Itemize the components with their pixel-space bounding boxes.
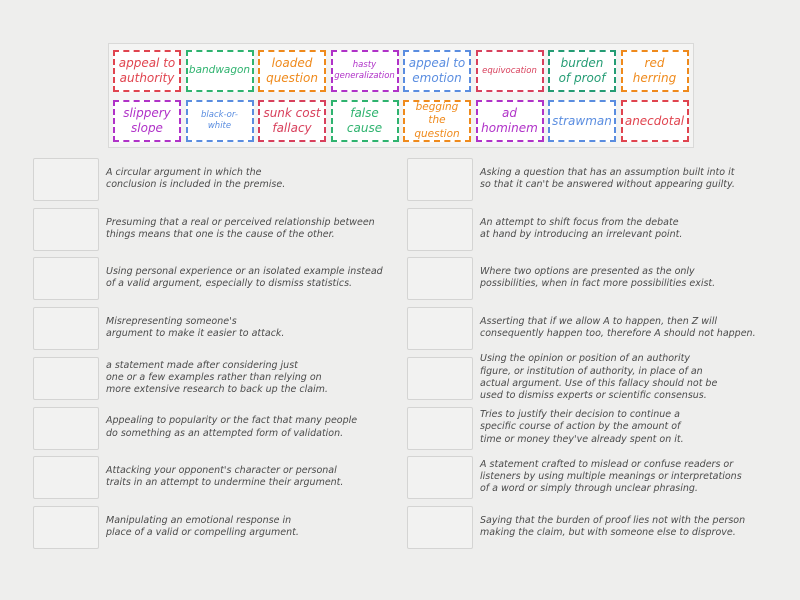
- drop-slot-left[interactable]: [33, 158, 99, 201]
- drop-slot-right[interactable]: [407, 208, 473, 251]
- answer-card[interactable]: [403, 50, 471, 92]
- definition-text: Saying that the burden of proof lies not with the person making the claim, but with someone else to disprove.: [480, 514, 746, 538]
- answer-card[interactable]: [258, 50, 326, 92]
- answer-card[interactable]: [476, 50, 544, 92]
- answer-card-label: loaded question: [266, 56, 318, 85]
- definition-text: Asserting that if we allow A to happen, then Z will consequently happen too, therefore A should not happen.: [480, 315, 756, 340]
- definition-text: Presuming that a real or perceived relationship between things means that one is the cause of the other.: [106, 216, 375, 240]
- answer-card-label: false cause: [346, 106, 383, 135]
- answer-card[interactable]: [621, 50, 689, 92]
- answer-card-label: begging the question: [414, 101, 460, 140]
- answer-card-label: burden of proof: [558, 56, 606, 85]
- drop-slot-left[interactable]: [33, 208, 99, 251]
- definition-text: Attacking your opponent's character or personal traits in an attempt to undermine their argument.: [106, 465, 344, 489]
- answer-card-label: hasty generalization: [334, 60, 395, 81]
- answer-card-label: red herring: [632, 56, 677, 85]
- definition-text: Using the opinion or position of an authority figure, or institution of authority, in place of an actual argument. Use of this fallacy should not be used to dismiss experts or scientific consensus.: [480, 353, 718, 401]
- drop-slot-left[interactable]: [33, 456, 99, 499]
- drop-slot-left[interactable]: [33, 257, 99, 300]
- answer-card-label: black-or-white: [201, 110, 238, 131]
- definition-text: An attempt to shift focus from the debate at hand by introducing an irrelevant point.: [480, 216, 683, 240]
- drop-slot-left[interactable]: [33, 407, 99, 450]
- drop-slot-right[interactable]: [407, 158, 473, 201]
- drop-slot-right[interactable]: [407, 357, 473, 400]
- answer-card-label: ad hominem: [481, 106, 538, 135]
- answer-card-label: anecdotal: [624, 113, 685, 128]
- drop-slot-right[interactable]: [407, 506, 473, 549]
- drop-slot-right[interactable]: [407, 407, 473, 450]
- definition-text: Using personal experience or an isolated example instead of a valid argument, especially to dismiss statistics.: [106, 266, 383, 290]
- answer-card-label: equivocation: [482, 65, 537, 76]
- answer-card[interactable]: [186, 100, 254, 142]
- answer-card-label: appeal to emotion: [408, 56, 466, 85]
- answer-card-label: appeal to authority: [118, 56, 176, 85]
- answer-card-label: slippery slope: [123, 106, 171, 135]
- definition-text: A circular argument in which the conclusion is included in the premise.: [106, 166, 286, 190]
- answer-card[interactable]: [113, 100, 181, 142]
- drop-slot-left[interactable]: [33, 357, 99, 400]
- answer-card[interactable]: [548, 50, 616, 92]
- drop-slot-right[interactable]: [407, 257, 473, 300]
- answer-card[interactable]: [331, 100, 399, 142]
- answer-card[interactable]: [258, 100, 326, 142]
- definition-text: Tries to justify their decision to continue a specific course of action by the amount of time or money they've already spent on it.: [480, 409, 684, 445]
- answer-card-label: sunk cost fallacy: [263, 106, 321, 135]
- definition-text: Where two options are presented as the only possibilities, when in fact more possibilities exist.: [480, 266, 716, 290]
- definition-text: a statement made after considering just one or a few examples rather than relying on more extensive research to back up the claim.: [106, 359, 328, 395]
- definition-text: Appealing to popularity or the fact that many people do something as an attempted form of validation.: [106, 415, 358, 439]
- drop-slot-right[interactable]: [407, 307, 473, 350]
- definition-text: Misrepresenting someone's argument to make it easier to attack.: [106, 315, 285, 340]
- answer-card[interactable]: [621, 100, 689, 142]
- definition-text: Asking a question that has an assumption built into it so that it can't be answered without appearing guilty.: [480, 166, 735, 190]
- drop-slot-left[interactable]: [33, 307, 99, 350]
- answer-card[interactable]: [331, 50, 399, 92]
- answer-card-label: strawman: [552, 113, 612, 128]
- answer-card[interactable]: [548, 100, 616, 142]
- answer-card-label: bandwagon: [188, 64, 251, 77]
- drop-slot-right[interactable]: [407, 456, 473, 499]
- answer-card[interactable]: [186, 50, 254, 92]
- answer-card[interactable]: [403, 100, 471, 142]
- definition-text: Manipulating an emotional response in place of a valid or compelling argument.: [106, 514, 299, 538]
- drop-slot-left[interactable]: [33, 506, 99, 549]
- answer-card[interactable]: [476, 100, 544, 142]
- definition-text: A statement crafted to mislead or confuse readers or listeners by using multiple meanings or interpretations of a word or simply through unclear phrasing.: [480, 458, 742, 495]
- answer-card[interactable]: [113, 50, 181, 92]
